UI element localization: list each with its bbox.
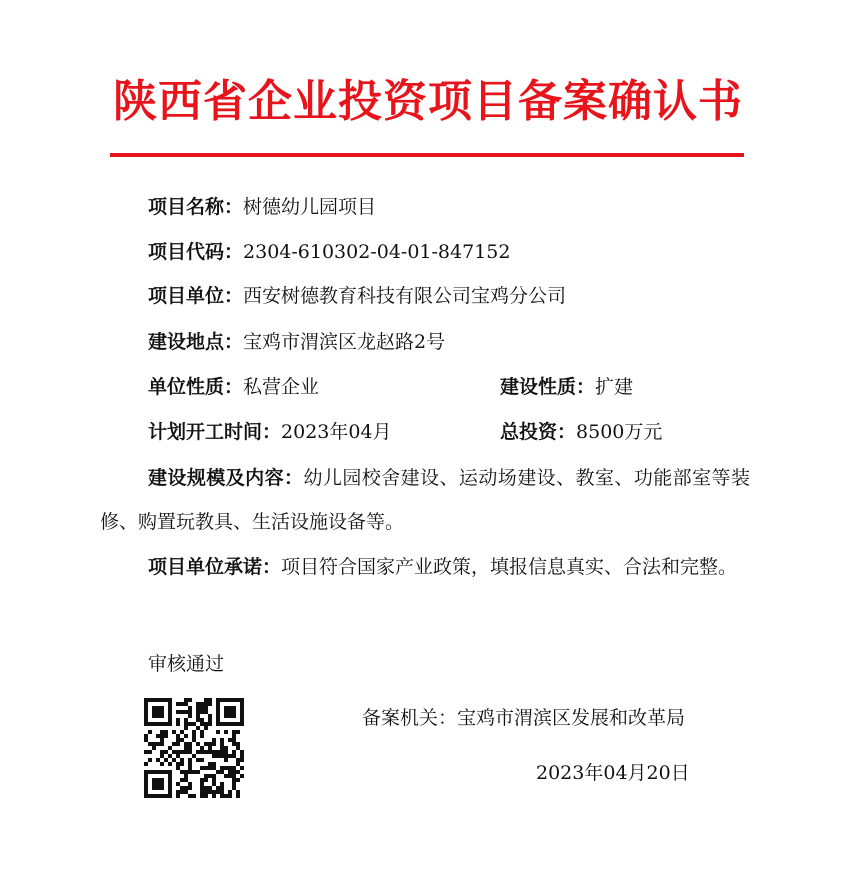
field-value: 幼儿园校舍建设、运动场建设、教室、功能部室等装修、购置玩教具、生活设施设备等。 [100,467,750,533]
field-planned-start [148,420,392,444]
field-value: 扩建 [595,376,634,398]
field-unit-nature [148,375,319,399]
field-scale-content [100,456,750,544]
field-total-investment [500,420,662,444]
field-value: 项目符合国家产业政策，填报信息真实、合法和完整。 [281,556,738,578]
field-label: 计划开工时间： [148,421,282,443]
field-label: 建设规模及内容： [148,467,304,489]
title-underline [110,153,744,157]
field-value: 树德幼儿园项目 [243,196,377,218]
field-location [148,330,445,354]
review-status: 审核通过 [148,653,225,675]
field-value: 私营企业 [243,376,320,398]
field-label: 项目代码： [148,241,244,263]
field-label: 总投资： [500,421,577,443]
field-value: 2304-610302-04-01-847152 [243,241,511,263]
field-value: 8500万元 [576,421,663,443]
field-value: 2023年04月 [281,421,392,443]
field-construction-nature [500,375,633,399]
field-label: 项目单位： [148,285,244,307]
field-label: 建设性质： [500,376,596,398]
qr-code-icon [144,698,244,798]
field-project-unit [148,284,566,308]
field-label: 项目名称： [148,196,244,218]
field-project-code [148,240,510,264]
field-project-name [148,195,376,219]
field-value: 西安树德教育科技有限公司宝鸡分公司 [243,285,567,307]
field-label: 项目单位承诺： [148,556,282,578]
field-label: 建设地点： [148,331,244,353]
document-title: 陕西省企业投资项目备案确认书 [113,76,743,127]
filing-date: 2023年04月20日 [536,762,690,784]
field-label: 单位性质： [148,376,244,398]
field-commitment [100,545,750,589]
field-value: 宝鸡市渭滨区龙赵路2号 [243,331,446,353]
filing-authority: 备案机关：宝鸡市渭滨区发展和改革局 [362,707,686,729]
